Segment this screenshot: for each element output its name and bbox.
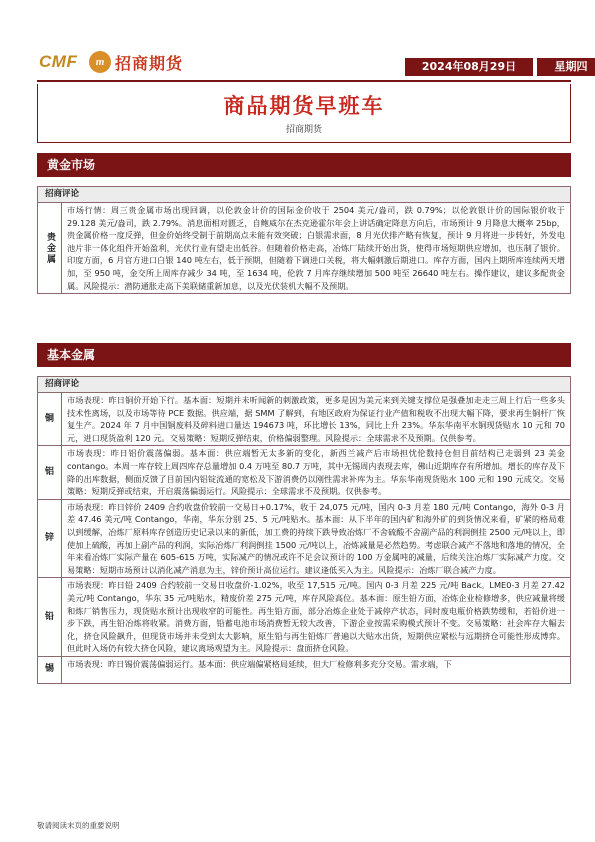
report-date: 2024年08月29日 [405, 58, 533, 76]
footer-note: 敬请阅读末页的重要说明 [37, 821, 120, 830]
row-label-tin: 锡 [38, 657, 62, 683]
company-mark-icon: m [89, 51, 111, 73]
row-label-lead: 铅 [38, 578, 62, 656]
panel-title: 招商评论 [38, 187, 570, 203]
company-name: 招商期货 [115, 54, 184, 73]
cmf-logo: CMF [39, 52, 78, 71]
page-title: 商品期货早班车 [223, 94, 385, 118]
section-heading-gold: 黄金市场 [37, 153, 571, 177]
row-text-aluminum: 市场表现：昨日铝价震荡偏弱。基本面：供应端暂无太多新的变化，新西兰减产后市场担忧伦数持仓但目前结构已走弱到 23 美金 contango。本周一库存较上周四库存总量增加 0.4 万吨至 80.7 万吨，其中无锡周内表现去库，佛山近期库存有所增加。增长的库存及下降的出库数据，侧面反馈了目前国内铝锭流通的宽松及下游消费仍以刚性需求补库为主。华东华南现货贴水 100 元和 190 元成交。交易策略：短期反弹或结束，开启震荡偏弱运行。风险提示：全球需求不及预期。仅供参考。 [67, 448, 565, 497]
row-text-lead: 市场表现：昨日铅 2409 合约较前一交易日收盘价-1.02%，收至 17,515 元/吨。国内 0-3 月差 225 元/吨 Back。LME0-3 月差 27.42 美元/吨 Contango，华东 35 元/吨贴水，精废价差 275 元/吨，库存风险高位。基本面：原生铅方面，冶炼企业检修增多，供应减量将缓和炼厂销售压力，现货贴水预计出现收窄的可能性。再生铅方面，部分冶炼企业处于减停产状态，同时废电瓶价格跌势缓和，若铅价进一步下跌，再生铅冶炼将收紧。消费方面，铅蓄电池市场消费暂无较大改善，下游企业按需采购模式预计不变。交易策略：社会库存大幅去化，挤仓风险飙升，但现货市场并未受到太大影响，原生铅与再生铅炼厂普遍以大贴水出货，短期供应紧松与远期挤仓可能性形成博弈。但此时入场仍有较大挤仓风险，建议离场观望为主。风险提示：盘面挤仓风险。 [67, 580, 565, 654]
row-label-aluminum: 铝 [38, 446, 62, 498]
page-header [37, 50, 588, 80]
table-row [38, 578, 570, 657]
table-row [38, 500, 570, 579]
page-subtitle: 招商期货 [285, 125, 322, 135]
table-row [38, 203, 570, 293]
header-divider [37, 80, 571, 82]
row-text-precious-metals: 市场行情：周三贵金属市场出现回调，以伦敦金计价的国际金价收于 2504 美元/盎司，跌 0.79%；以伦敦银计价的国际银价收于 29.128 美元/盎司，跌 2.79%。消息面相对匮乏，自鲍威尔在杰克逊霍尔年会上讲话确定降息方向后，市场预计 9 月降息大概率 25bp，贵金属价格一度反弹，但金价始终受制于前期高点未能有效突破；白银需求面，8 月光伏排产略有恢复，预计 9 月将进一步转好，外发电池片非一体化组件开始盈利，光伏行业有望走出低谷。但随着价格走高，冶炼厂陆续开始出货，使得市场短期供应增加，也压制了银价。印度方面，6 月官方进口白银 140 吨左右，低于预期，但随着下调进口关税，将大幅刺激后期进口。库存方面，国内上期所库连续两天增加，至 950 吨，金交所上周库存减少 34 吨，至 1634 吨，伦敦 7 月库存继续增加 500 吨至 26640 吨左右。操作建议，建议多配贵金属。风险提示：潜防通胀走高下美联储重新加息，以及光伏装机大幅不及预期。 [67, 205, 565, 291]
row-text-copper: 市场表现：昨日铜价开始下行。基本面：短期并未听闻新的刺激政策，更多是因为美元来到关键支撑位是强叠加走走三周上行后一些多头技术性离场，以及市场等待 PCE 数据。供应端，据 SMM 了解到，有地区政府为保证行业产值和税收不出现大幅下降，要求再生铜杆厂恢复生产。2024 年 7 月中国铜废料及碎料进口量达 194673 吨，环比增长 13%，同比上升 23%。华东华南平水铜现货贴水 10 元和 70 元，进口现货盈利 120 元。交易策略：短期反弹结束，价格偏弱整理。风险提示：全球需求不及预期。仅供参考。 [67, 395, 565, 443]
row-label-zinc: 锌 [38, 500, 62, 578]
gold-commentary-panel [37, 186, 571, 294]
base-commentary-panel [37, 376, 571, 684]
table-row [38, 393, 570, 446]
panel-title: 招商评论 [38, 377, 570, 393]
table-row [38, 657, 570, 683]
row-text-zinc: 市场表现：昨日锌价 2409 合约收盘价较前一交易日+0.17%，收于 24,075 元/吨，国内 0-3 月差 180 元/吨 Contango，海外 0-3 月差 47.46 美元/吨 Contango，华南，华东分别 25、5 元/吨贴水。基本面：从下半年的国内矿和海外矿的到货情况来看，矿紧的格局难以到缓解，冶炼厂原料库存创造历史记录以来的新低，加工费的持续下跌导致冶炼厂不舍硫酸不舍副产品的利润倒挂 2500 元/吨以上，即使加上硫酸，再加上副产品的利润，实际冶炼厂利润倒挂 1500 元/吨以上，冶炼减量是必然趋势。考虑联合减产不落地和落地的情况，全年来看冶炼厂实际产量在 605-615 万吨，实际减产的情况或许不足会议预计的 100 万金属吨的减量，后续关注冶炼厂实际减产力度。交易策略：短期市场预计以消化减产消息为主，锌价预计高位运行。建议逢低买入为主。风险提示：冶炼厂联合减产力度。 [67, 501, 565, 575]
report-weekday: 星期四 [537, 58, 595, 76]
section-heading-base-metals: 基本金属 [37, 343, 571, 367]
row-text-tin: 市场表现：昨日锡价震荡偏弱运行。基本面：供应端偏紧格局延续，但大厂检修利多充分交易。需求端，下 [67, 658, 452, 669]
title-box [37, 84, 571, 143]
row-label-precious-metals: 贵金属 [38, 203, 62, 293]
row-label-copper: 铜 [38, 393, 62, 445]
table-row [38, 446, 570, 499]
